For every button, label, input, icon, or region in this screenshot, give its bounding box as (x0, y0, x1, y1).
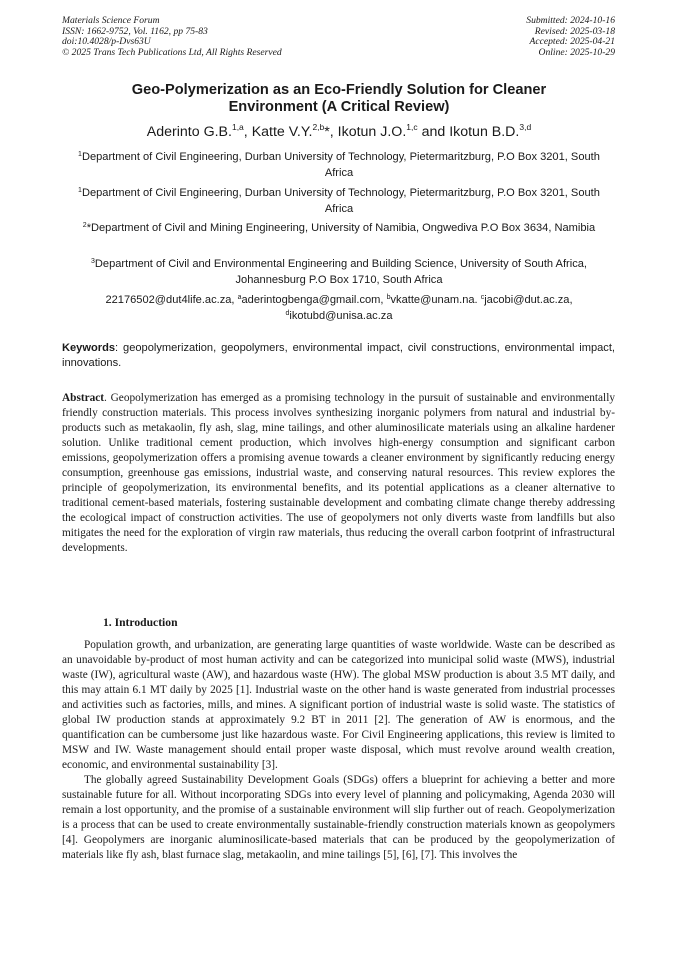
affiliation: $^2$*Department of Civil and Mining Engineering, University of Namibia, Ongwediva P.O Box 3634, Namibia (82, 222, 596, 234)
author-superscript: 3,d (519, 122, 532, 132)
author-name: Aderinto G.B. (146, 124, 232, 140)
online-date: Online: 2025-10-29 (538, 46, 615, 58)
keywords (62, 341, 615, 371)
affiliation: $^1$Department of Civil Engineering, Durban University of Technology, Pietermaritzburg, P.O Box 3201, South Africa (78, 151, 600, 179)
introduction-body (62, 638, 615, 863)
accepted-date: Accepted: 2025-04-21 (529, 36, 615, 48)
submitted-date: Submitted: 2024-10-16 (526, 15, 615, 26)
author-superscript: 2,b (312, 122, 325, 132)
affiliation: $^3$Department of Civil and Environmental Engineering and Building Science, University of South Africa, Johannesburg P.O Box 1710, South Africa (91, 258, 587, 286)
author-superscript: 1,a (231, 122, 244, 132)
revised-date: Revised: 2025-03-18 (534, 25, 615, 37)
journal-name: Materials Science Forum (62, 15, 160, 26)
abstract (62, 391, 615, 556)
journal-header-right (526, 16, 615, 58)
doi: doi:10.4028/p-Dvs63U (62, 36, 151, 48)
copyright: © 2025 Trans Tech Publications Ltd, All Rights Reserved (62, 46, 282, 58)
email-link[interactable]: vkatte@unam.na. (390, 294, 481, 306)
paragraph: Population growth, and urbanization, are generating large quantities of waste worldwide. Waste can be described as an unavoidable by-product of most human activity and can be categorized into municipal solid waste (MWS), industrial waste (IW), agricultural waste (AW), and hazardous waste (HW). The global MSW production is about 3.5 MT daily, and this may attain 6.1 MT daily by 2025 [1]. Industrial waste on the other hand is waste generated from industrial processes and activities such as factories, mills, and mines. A significant portion of industrial waste is solid waste. The statistics of global IW production stands at approximately 9.2 BT in 2011 [2]. The generation of AW is enormous, and the quantification can be cumbersome just like hazardous waste. For Civil Engineering applications, this review is limited to MSW and IW. Waste management should entail proper waste disposal, which must revolve around wealth creation, economic, and environmental sustainability [3]. (62, 639, 615, 771)
email-link[interactable]: jacobi@dut.ac.za, (484, 294, 573, 306)
author-emails: 22176502@dut4life.ac.za, $^a$aderintogbenga@gmail.com, $^b$vkatte@unam.na. $^c$jacobi@dut.ac.za, $^d$ikotubd@unisa.ac.za (105, 294, 573, 322)
email-link[interactable]: aderintogbenga@gmail.com, (241, 294, 387, 306)
paragraph: The globally agreed Sustainability Development Goals (SDGs) offers a blueprint for achieving a better and more sustainable future for all. Without incorporating SDGs into every level of planning and policymaking, Agenda 2030 will remain a lost opportunity, and the promise of a sustainable environment will slip further out of reach. Geopolymerization is a process that can be used to create environmentally sustainable-friendly construction materials known as geopolymers [4]. Geopolymers are inorganic aluminosilicate-based materials that can be produced by the geopolymerization of materials like fly ash, blast furnace slag, metakaolin, and mine tailings [5], [6], [7]. This involves the (62, 774, 615, 861)
keywords-text: : geopolymerization, geopolymers, environmental impact, civil constructions, environmental impact, innovations. (62, 342, 615, 369)
author-superscript: 1,c (406, 122, 418, 132)
author-list: Aderinto G.B.$^{1,a}$, Katte V.Y.$^{2,b}$*, Ikotun J.O.$^{1,c}$ and Ikotun B.D.$^{3,d}$ (146, 122, 532, 140)
email-link[interactable]: 22176502@dut4life.ac.za, (105, 294, 238, 306)
section-heading-introduction: 1. Introduction (103, 616, 178, 629)
abstract-text: . Geopolymerization has emerged as a promising technology in the pursuit of sustainable and environmentally friendly construction materials. This process involves synthesizing inorganic polymers from natural and industrial by-products such as metakaolin, fly ash, slag, mine tailings, and other aluminosilicate materials using an alkaline hardener solution. Unlike traditional cement production, which involves high-energy consumption and significant carbon emissions, geopolymerization offers a promising avenue towards a cleaner environment by significantly reducing energy consumption, greenhouse gas emissions, industrial waste, and conserving natural resources. This review explores the principle of geopolymerization, its environmental benefits, and its potential applications as a cleaner alternative to traditional cement-based materials, fostering sustainable development and combating climate change thereby addressing the ecological impact of construction activities. The use of geopolymers not only diverts waste from landfills but also mitigates the need for the exploration of virgin raw materials, thus reducing the overall carbon footprint of infrastructural developments. (62, 392, 615, 554)
keywords-label: Keywords (62, 342, 116, 354)
author-name: Ikotun J.O. (337, 124, 407, 140)
journal-header-left (62, 16, 282, 58)
author-name: Ikotun B.D. (449, 124, 520, 140)
issn: ISSN: 1662-9752, Vol. 1162, pp 75-83 (62, 25, 208, 37)
abstract-label: Abstract (62, 392, 105, 404)
affiliation: $^1$Department of Civil Engineering, Durban University of Technology, Pietermaritzburg, P.O Box 3201, South Africa (78, 187, 600, 215)
author-name: Katte V.Y. (251, 124, 313, 140)
email-link[interactable]: ikotubd@unisa.ac.za (289, 309, 393, 322)
paper-title: Geo-Polymerization as an Eco-Friendly Solution for Cleaner Environment (A Critical Review) (131, 82, 547, 115)
